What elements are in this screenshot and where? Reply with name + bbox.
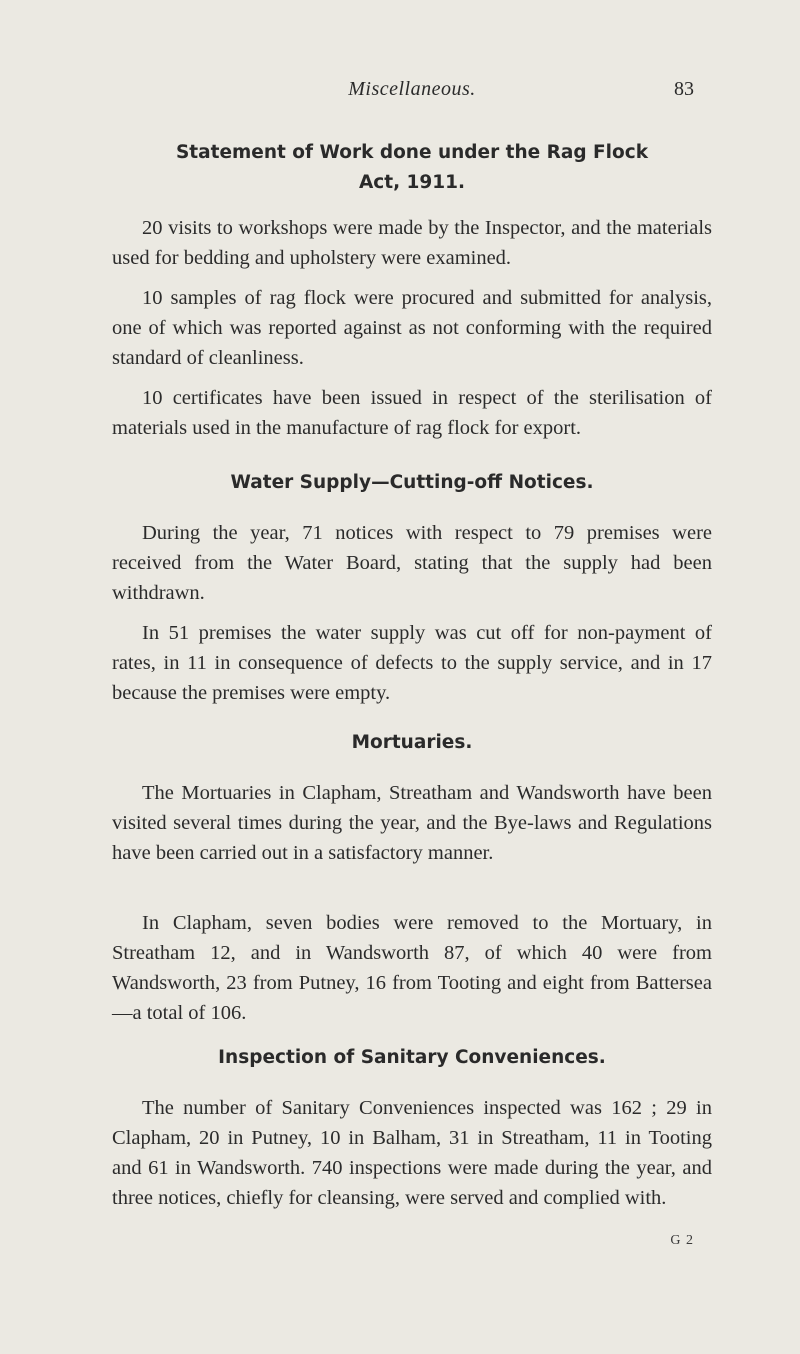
section-heading-rag-flock (112, 138, 712, 198)
running-title: Miscellaneous. (348, 78, 476, 100)
paragraph: 10 certificates have been issued in respect of the sterilisation of materials used in the manufacture of rag flock for export. (112, 387, 712, 439)
page-number: 83 (674, 78, 694, 100)
heading-line: Act, 1911. (358, 172, 466, 193)
paragraph: 20 visits to workshops were made by the Inspector, and the materials used for bedding and upholstery were examined. (112, 217, 712, 269)
heading-line: Inspection of Sanitary Conveniences. (218, 1047, 606, 1068)
paragraph: The Mortuaries in Clapham, Streatham and Wandsworth have been visited several times during the year, and the Bye-laws and Regulations have been carried out in a satisfactory manner. (112, 782, 712, 864)
paragraph: During the year, 71 notices with respect to 79 premises were received from the Water Board, stating that the supply had been withdrawn. (112, 522, 712, 604)
paragraph: The number of Sanitary Conveniences inspected was 162 ; 29 in Clapham, 20 in Putney, 10 in Balham, 31 in Streatham, 11 in Tooting and 61 in Wandsworth. 740 inspections were made during the year, and three notices, chiefly for cleansing, were served and complied with. (112, 1097, 712, 1209)
section-heading-mortuaries (112, 728, 712, 758)
paragraph: 10 samples of rag flock were procured and submitted for analysis, one of which was reported against as not conforming with the required standard of cleanliness. (112, 287, 712, 369)
paragraph: In Clapham, seven bodies were removed to the Mortuary, in Streatham 12, and in Wandsworth 87, of which 40 were from Wandsworth, 23 from Putney, 16 from Tooting and eight from Battersea—a total of 106. (112, 912, 712, 1024)
section-heading-sanitary-conveniences (112, 1043, 712, 1073)
heading-line: Statement of Work done under the Rag Flock (175, 142, 649, 163)
running-head (112, 78, 712, 106)
signature-mark: G 2 (670, 1233, 694, 1248)
heading-line: Water Supply—Cutting-off Notices. (230, 472, 594, 493)
paragraph: In 51 premises the water supply was cut off for non-payment of rates, in 11 in consequence of defects to the supply service, and in 17 because the premises were empty. (112, 622, 712, 704)
heading-line: Mortuaries. (351, 732, 473, 753)
section-heading-water-supply (112, 468, 712, 498)
